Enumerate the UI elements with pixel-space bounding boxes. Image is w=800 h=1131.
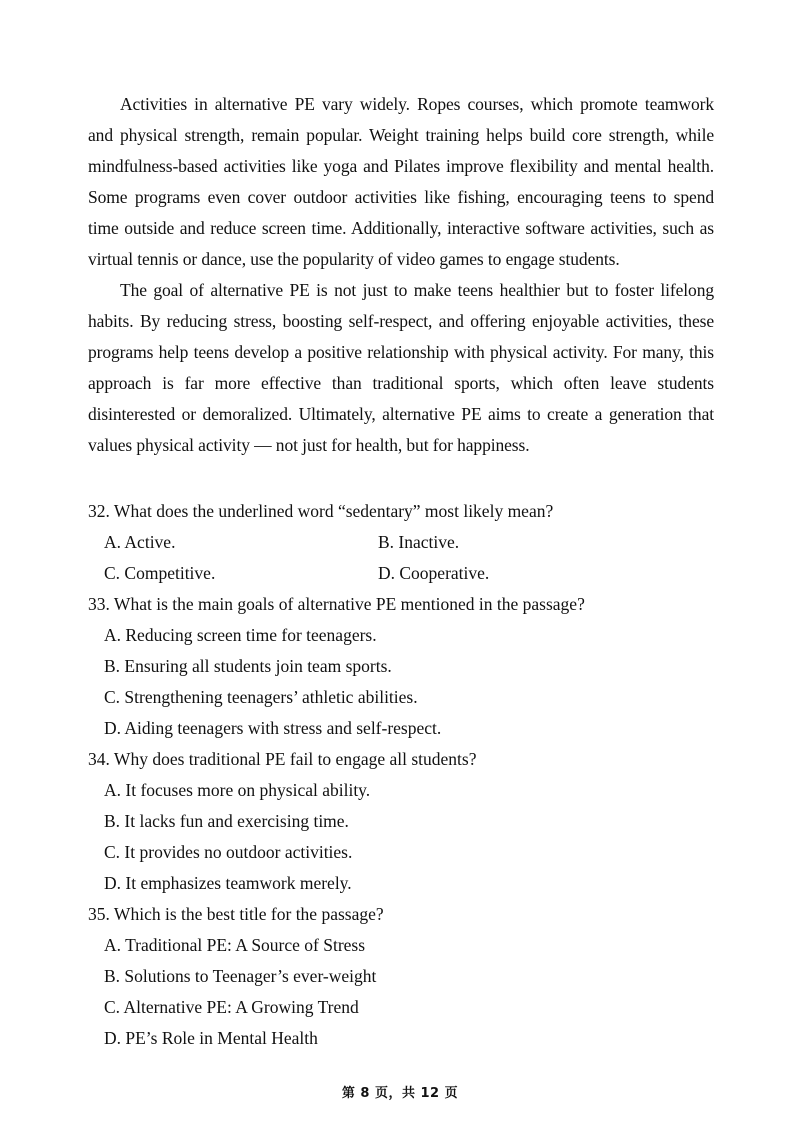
question-34 (88, 744, 728, 899)
page-number-footer: 第 8 页，共 12 页 (341, 1086, 459, 1101)
option-c: C. It provides no outdoor activities. (104, 842, 353, 862)
question-35 (88, 899, 728, 1054)
option-b: B. Ensuring all students join team sports. (104, 656, 392, 676)
option-a: A. It focuses more on physical ability. (104, 780, 371, 800)
option-row (88, 558, 728, 589)
option-c: C. Alternative PE: A Growing Trend (104, 997, 359, 1017)
option-b: B. Inactive. (378, 532, 460, 552)
option-b: B. It lacks fun and exercising time. (104, 811, 349, 831)
option-c: C. Strengthening teenagers’ athletic abilities. (104, 687, 418, 707)
option-a: A. Active. (104, 532, 176, 552)
question-list (88, 496, 728, 1054)
option-d: D. Aiding teenagers with stress and self-respect. (104, 718, 442, 738)
option-d: D. PE’s Role in Mental Health (104, 1028, 318, 1048)
question-stem: 35. Which is the best title for the passage? (88, 904, 384, 924)
option-a: A. Reducing screen time for teenagers. (104, 625, 377, 645)
option-d: D. Cooperative. (378, 563, 490, 583)
question-stem: 33. What is the main goals of alternative PE mentioned in the passage? (88, 594, 585, 614)
option-row (88, 527, 728, 558)
passage-paragraph: Activities in alternative PE vary widely. Ropes courses, which promote teamwork and physical strength, remain popular. Weight training helps build core strength, while mindfulness-based activities like yoga and Pilates improve flexibility and mental health. Some programs even cover outdoor activities like fishing, encouraging teens to spend time outside and reduce screen time. Additionally, interactive software activities, such as virtual tennis or dance, use the popularity of video games to engage students. (88, 94, 714, 269)
option-a: A. Traditional PE: A Source of Stress (104, 935, 366, 955)
reading-passage (88, 89, 714, 461)
option-c: C. Competitive. (104, 563, 216, 583)
question-stem: 32. What does the underlined word “sedentary” most likely mean? (88, 501, 554, 521)
question-stem: 34. Why does traditional PE fail to engage all students? (88, 749, 477, 769)
question-32 (88, 496, 728, 589)
passage-paragraph: The goal of alternative PE is not just to make teens healthier but to foster lifelong habits. By reducing stress, boosting self-respect, and offering enjoyable activities, these programs help teens develop a positive relationship with physical activity. For many, this approach is far more effective than traditional sports, which often leave students disinterested or demoralized. Ultimately, alternative PE aims to create a generation that values physical activity — not just for health, but for happiness. (88, 280, 714, 455)
question-33 (88, 589, 728, 744)
option-d: D. It emphasizes teamwork merely. (104, 873, 352, 893)
option-b: B. Solutions to Teenager’s ever-weight (104, 966, 377, 986)
